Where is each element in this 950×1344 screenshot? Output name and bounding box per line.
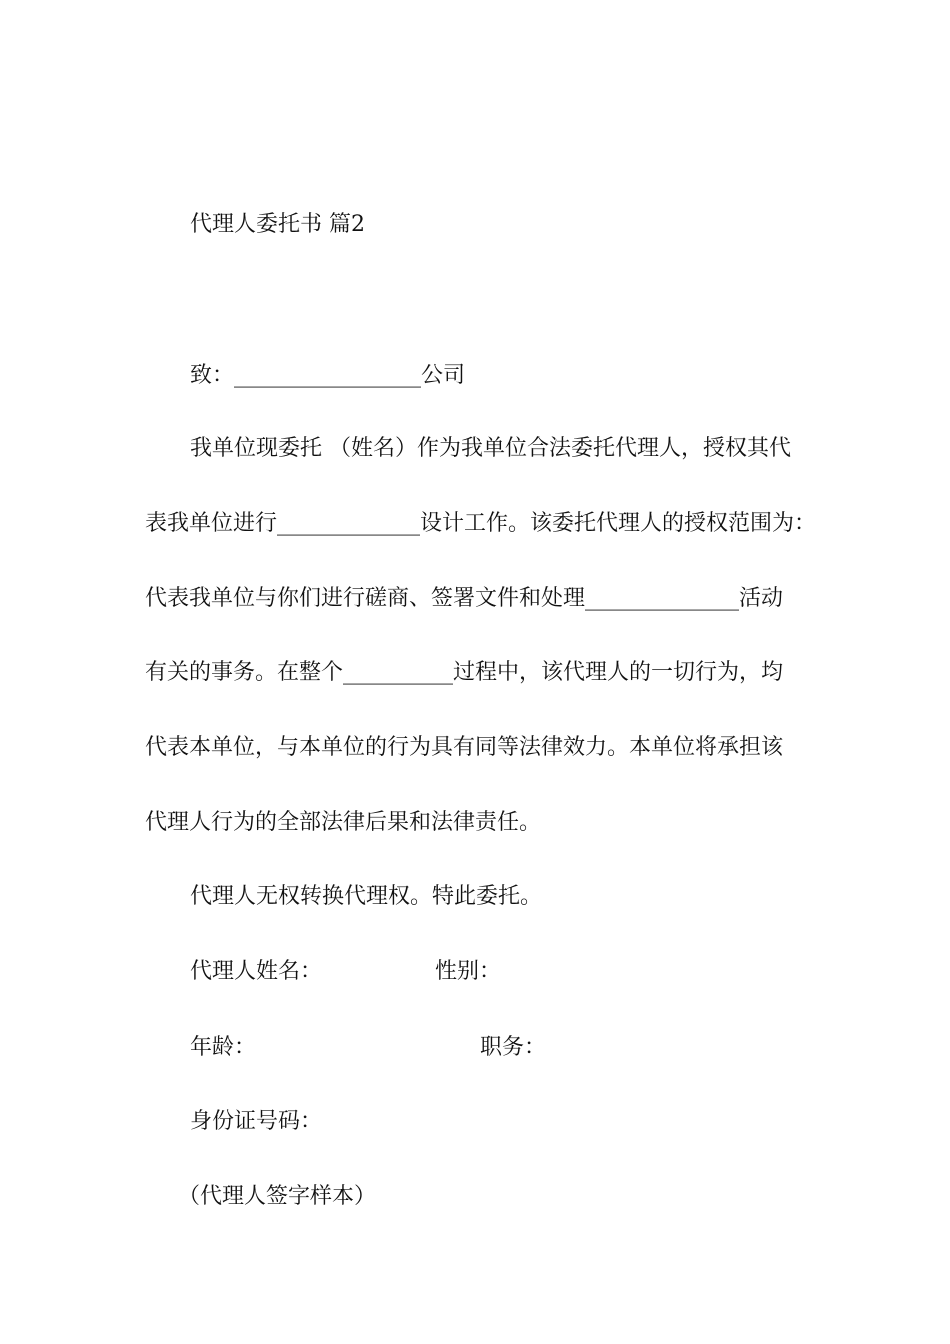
body-line-6: 代理人行为的全部法律后果和法律责任。 (145, 810, 542, 835)
document-title: 代理人委托书 篇2 (190, 212, 365, 237)
body-line-5: 代表本单位，与本单位的行为具有同等法律效力。本单位将承担该 (145, 735, 784, 760)
agent-name-label: 代理人姓名： (190, 959, 323, 984)
position-label: 职务： (480, 1035, 547, 1060)
no-transfer-line: 代理人无权转换代理权。特此委托。 (190, 884, 543, 909)
id-number-label: 身份证号码： (190, 1109, 323, 1134)
age-label: 年龄： (190, 1035, 257, 1060)
body-line-4: 有关的事务。在整个__________过程中，该代理人的一切行为，均 (145, 660, 784, 685)
greeting-line: 致：_________________公司 (190, 363, 466, 388)
body-line-2: 表我单位进行_____________设计工作。该委托代理人的授权范围为： (145, 511, 817, 536)
gender-label: 性别： (435, 959, 502, 984)
body-line-3: 代表我单位与你们进行磋商、签署文件和处理______________活动 (145, 586, 784, 611)
signature-sample-label: （代理人签字样本） (178, 1184, 377, 1209)
body-line-1: 我单位现委托 （姓名）作为我单位合法委托代理人，授权其代 (190, 436, 791, 461)
